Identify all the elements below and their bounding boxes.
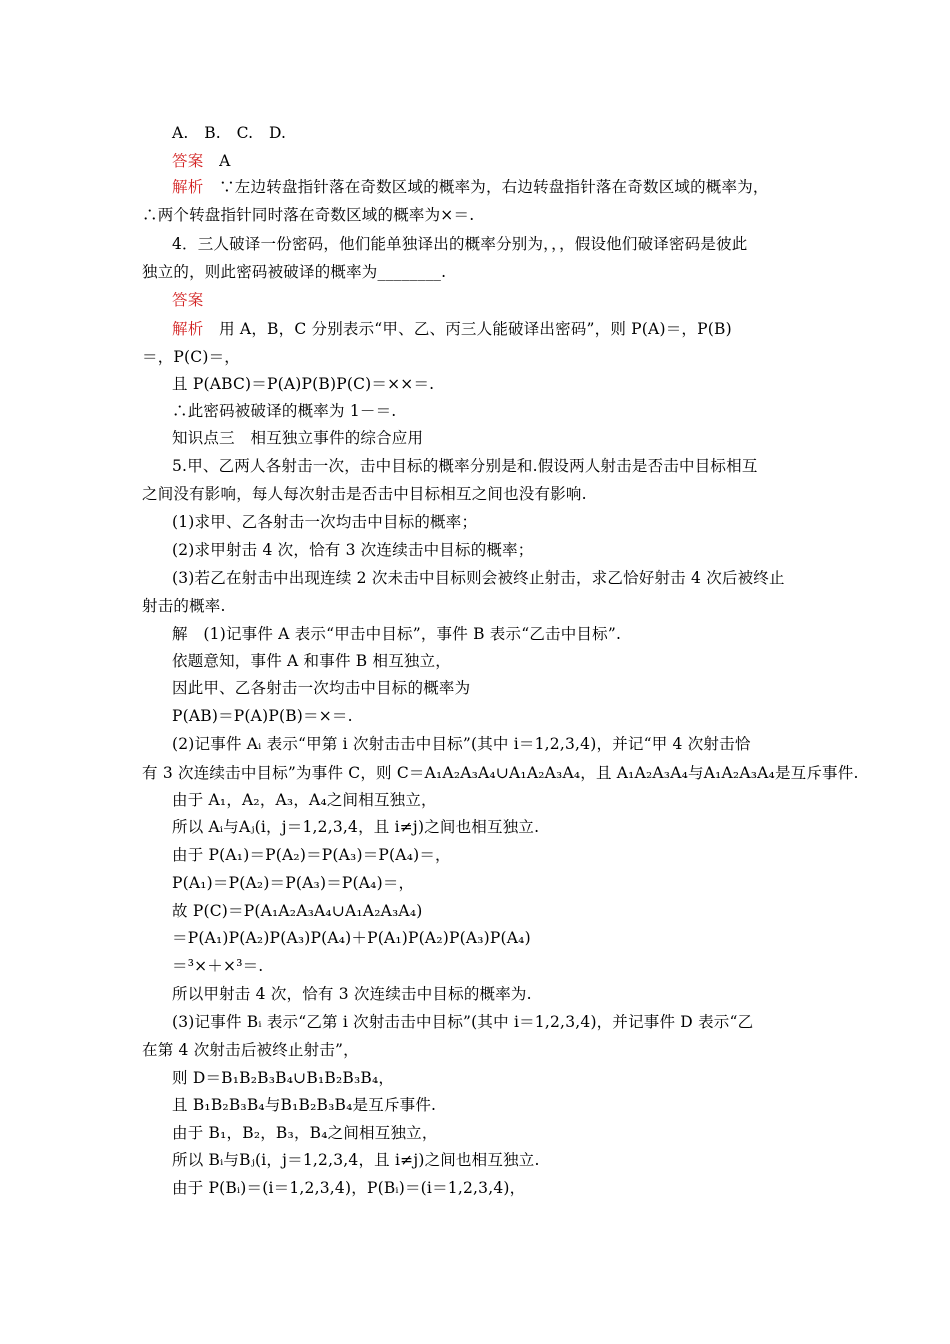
text-line bbox=[172, 373, 434, 395]
line-text: ∴此密码被破译的概率为 1－＝. bbox=[172, 402, 397, 420]
text-line bbox=[172, 150, 231, 172]
text-line bbox=[142, 483, 587, 505]
analysis-label: 解析 bbox=[172, 178, 204, 196]
line-text: ＝P(A₁)P(A₂)P(A₃)P(A₄)＋P(A₁)P(A₂)P(A₃)P(A₄) bbox=[172, 929, 531, 947]
text-line bbox=[172, 122, 286, 144]
line-text: ∴两个转盘指针同时落在奇数区域的概率为×＝. bbox=[142, 206, 475, 224]
text-line bbox=[172, 705, 353, 727]
answer-label: 答案 bbox=[172, 152, 204, 170]
text-line bbox=[172, 955, 263, 977]
analysis-label: 解析 bbox=[172, 320, 204, 338]
line-text: 所以 Aᵢ与Aⱼ(i，j＝1,2,3,4，且 i≠j)之间也相互独立. bbox=[172, 818, 540, 836]
text-line bbox=[172, 900, 422, 922]
line-text: 知识点三 相互独立事件的综合应用 bbox=[172, 429, 424, 447]
text-line bbox=[172, 1177, 525, 1199]
text-line bbox=[172, 400, 396, 422]
text-line bbox=[172, 677, 470, 699]
line-text: ∵左边转盘指针落在奇数区域的概率为，右边转盘指针落在奇数区域的概率为， bbox=[203, 178, 769, 196]
line-text: 故 P(C)＝P(A₁A₂A₃A₄∪A₁A₂A₃A₄) bbox=[172, 902, 423, 920]
text-line bbox=[172, 983, 532, 1005]
line-text: ＝，P(C)＝， bbox=[142, 348, 240, 366]
text-line bbox=[172, 511, 477, 533]
line-text: 所以 Bᵢ与Bⱼ(i，j＝1,2,3,4，且 i≠j)之间也相互独立. bbox=[172, 1151, 540, 1169]
line-text: 由于 B₁，B₂，B₃，B₄之间相互独立， bbox=[172, 1124, 438, 1142]
line-text: ＝³×＋×³＝. bbox=[172, 957, 264, 975]
text-line bbox=[172, 318, 732, 340]
text-line bbox=[172, 567, 785, 589]
text-line bbox=[172, 289, 203, 311]
text-line bbox=[172, 733, 751, 755]
line-text: 5.甲、乙两人各射击一次，击中目标的概率分别是和.假设两人射击是否击中目标相互 bbox=[172, 457, 758, 475]
line-text: 依题意知，事件 A 和事件 B 相互独立， bbox=[172, 652, 451, 670]
text-line bbox=[172, 1067, 394, 1089]
line-text: (3)记事件 Bᵢ 表示“乙第 i 次射击击中目标”(其中 i＝1,2,3,4)，并记事件 D 表示“乙 bbox=[172, 1013, 754, 1031]
answer-label: 答案 bbox=[172, 291, 204, 309]
line-text: 因此甲、乙各射击一次均击中目标的概率为 bbox=[172, 679, 471, 697]
text-line bbox=[142, 595, 226, 617]
line-text: 在第 4 次射击后被终止射击”， bbox=[142, 1041, 359, 1059]
line-text: 由于 A₁，A₂，A₃，A₄之间相互独立， bbox=[172, 791, 437, 809]
line-text: 用 A，B，C 分别表示“甲、乙、丙三人能破译出密码”，则 P(A)＝，P(B) bbox=[203, 320, 732, 338]
text-line bbox=[172, 1011, 753, 1033]
text-line bbox=[172, 427, 423, 449]
line-text: P(A₁)＝P(A₂)＝P(A₃)＝P(A₄)＝， bbox=[172, 874, 415, 892]
line-text: P(AB)＝P(A)P(B)＝×＝. bbox=[172, 707, 353, 725]
text-line bbox=[172, 872, 414, 894]
line-text: 独立的，则此密码被破译的概率为________. bbox=[142, 263, 447, 281]
text-line bbox=[172, 844, 451, 866]
line-text: 则 D＝B₁B₂B₃B₄∪B₁B₂B₃B₄， bbox=[172, 1069, 395, 1087]
line-text: 有 3 次连续击中目标”为事件 C，则 C＝A₁A₂A₃A₄∪A₁A₂A₃A₄，且 A₁A₂A₃A₄与A₁A₂A₃A₄是互斥事件. bbox=[142, 764, 859, 782]
text-line bbox=[172, 176, 769, 198]
text-line bbox=[172, 816, 539, 838]
line-text: 4．三人破译一份密码，他们能单独译出的概率分别为，，，假设他们破译密码是彼此 bbox=[172, 235, 748, 253]
text-line bbox=[142, 261, 446, 283]
text-line bbox=[172, 1122, 438, 1144]
line-text: (1)求甲、乙各射击一次均击中目标的概率； bbox=[172, 513, 478, 531]
text-line bbox=[172, 455, 758, 477]
line-text: (2)记事件 Aᵢ 表示“甲第 i 次射击击中目标”(其中 i＝1,2,3,4)，并记“甲 4 次射击恰 bbox=[172, 735, 751, 753]
text-line bbox=[172, 789, 437, 811]
text-line bbox=[142, 762, 859, 784]
line-text: 由于 P(A₁)＝P(A₂)＝P(A₃)＝P(A₄)＝， bbox=[172, 846, 451, 864]
text-line bbox=[142, 346, 240, 368]
line-text: 解 (1)记事件 A 表示“甲击中目标”，事件 B 表示“乙击中目标”. bbox=[172, 625, 622, 643]
line-text: 且 B₁B₂B₃B₄与B₁B₂B₃B₄是互斥事件. bbox=[172, 1096, 437, 1114]
line-text: A bbox=[203, 152, 231, 170]
text-line bbox=[142, 1039, 359, 1061]
line-text: (2)求甲射击 4 次，恰有 3 次连续击中目标的概率； bbox=[172, 541, 534, 559]
text-line bbox=[172, 233, 747, 255]
text-line bbox=[172, 650, 451, 672]
line-text: 之间没有影响，每人每次射击是否击中目标相互之间也没有影响. bbox=[142, 485, 587, 503]
line-text: 射击的概率. bbox=[142, 597, 226, 615]
text-line bbox=[172, 1149, 540, 1171]
line-text: 所以甲射击 4 次，恰有 3 次连续击中目标的概率为. bbox=[172, 985, 532, 1003]
text-line bbox=[172, 623, 621, 645]
line-text: 且 P(ABC)＝P(A)P(B)P(C)＝××＝. bbox=[172, 375, 435, 393]
text-line bbox=[172, 1094, 436, 1116]
text-line bbox=[142, 204, 474, 226]
text-line bbox=[172, 539, 534, 561]
text-line bbox=[172, 927, 531, 949]
line-text: 由于 P(Bᵢ)＝(i＝1,2,3,4)，P(Bᵢ)＝(i＝1,2,3,4)， bbox=[172, 1179, 526, 1197]
line-text: A. B. C. D. bbox=[172, 124, 287, 142]
line-text: (3)若乙在射击中出现连续 2 次未击中目标则会被终止射击，求乙恰好射击 4 次后被终止 bbox=[172, 569, 785, 587]
